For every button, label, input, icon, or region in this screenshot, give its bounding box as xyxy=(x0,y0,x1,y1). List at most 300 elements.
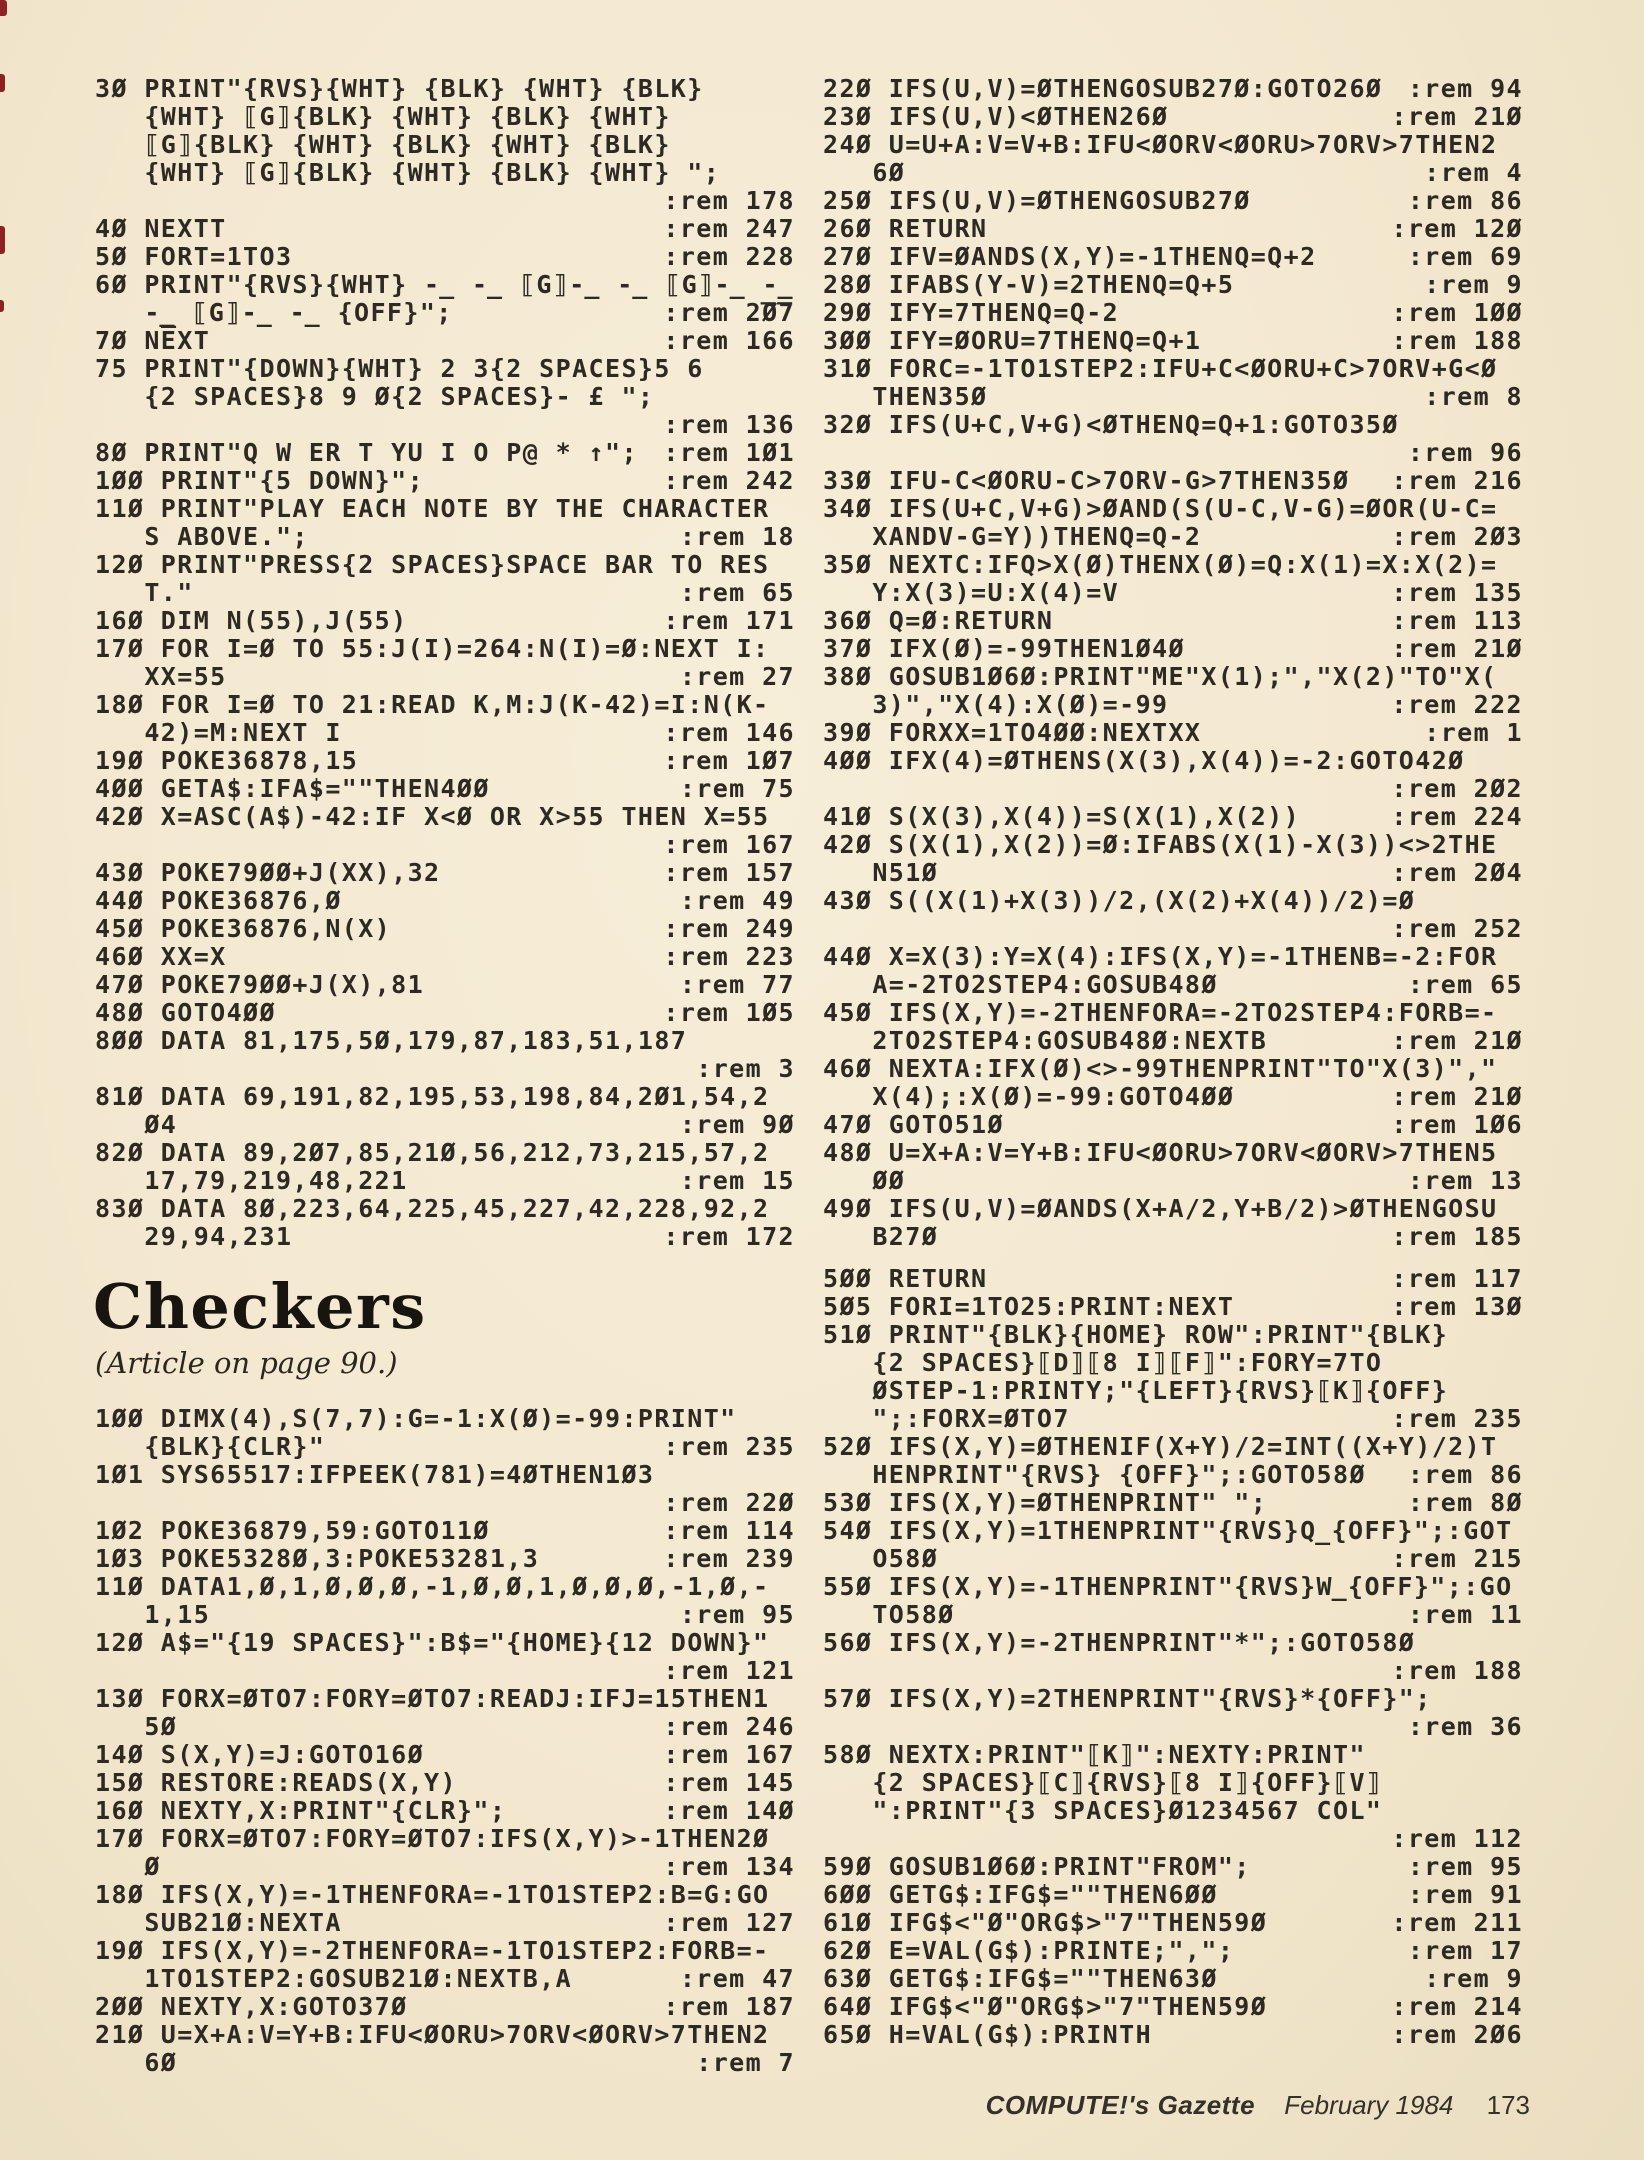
rem-checksum: :rem 167 xyxy=(663,1740,795,1769)
rem-checksum: :rem 96 xyxy=(1407,438,1523,467)
code-text: 3ØØ IFY=ØORU=7THENQ=Q+1 xyxy=(823,326,1202,355)
issue-date: February 1984 xyxy=(1284,2090,1454,2120)
page-number: 173 xyxy=(1486,2090,1530,2120)
code-row xyxy=(823,1797,1523,1825)
code-row xyxy=(95,803,795,831)
code-text: 6Ø PRINT"{RVS}{WHT} -̲ -̲ ⟦G⟧-̲ -̲ ⟦G⟧-̲ -̲ xyxy=(95,270,795,299)
red-edge-mark xyxy=(0,74,5,92)
program-listing-musical-keyboard xyxy=(95,75,795,1251)
code-row xyxy=(823,915,1523,943)
code-row xyxy=(95,999,795,1027)
code-text: 25Ø IFS(U,V)=ØTHENGOSUB27Ø xyxy=(823,186,1251,215)
code-row xyxy=(95,243,795,271)
code-text: 46Ø NEXTA:IFX(Ø)<>-99THENPRINT"TO"X(3)"," xyxy=(823,1054,1498,1083)
code-text: THEN35Ø xyxy=(823,382,988,411)
code-text: 5Ø xyxy=(95,1712,178,1741)
code-row xyxy=(95,1629,795,1657)
code-row xyxy=(823,859,1523,887)
listing-gap xyxy=(823,1251,1523,1265)
rem-checksum: :rem 7 xyxy=(696,2048,795,2077)
code-text: 51Ø PRINT"{BLK}{HOME} ROW":PRINT"{BLK} xyxy=(823,1320,1449,1349)
code-text: 53Ø IFS(X,Y)=ØTHENPRINT" "; xyxy=(823,1488,1268,1517)
code-text: 1ØØ PRINT"{5 DOWN}"; xyxy=(95,466,425,495)
code-row xyxy=(823,1139,1523,1167)
code-row xyxy=(823,243,1523,271)
article-title: Checkers xyxy=(93,1270,427,1343)
rem-checksum: :rem 91 xyxy=(1407,1880,1523,1909)
code-row xyxy=(95,1573,795,1601)
code-row xyxy=(823,1993,1523,2021)
code-text: {WHT} ⟦G⟧{BLK} {WHT} {BLK} {WHT} "; xyxy=(95,158,721,187)
code-row xyxy=(823,1965,1523,1993)
code-text: 48Ø U=X+A:V=Y+B:IFU<ØORU>7ORV<ØORV>7THEN5 xyxy=(823,1138,1498,1167)
code-text: {2 SPACES}⟦C⟧{RVS}⟦8 I⟧{OFF}⟦V⟧ xyxy=(823,1768,1383,1797)
code-row xyxy=(95,383,795,411)
code-text: 5ØØ RETURN xyxy=(823,1264,988,1293)
code-row xyxy=(823,131,1523,159)
rem-checksum: :rem 21Ø xyxy=(1391,1082,1523,1111)
code-text: SUB21Ø:NEXTA xyxy=(95,1908,342,1937)
code-text: 57Ø IFS(X,Y)=2THENPRINT"{RVS}*{OFF}"; xyxy=(823,1684,1432,1713)
code-row xyxy=(95,915,795,943)
code-text: HENPRINT"{RVS} {OFF}";:GOTO58Ø xyxy=(823,1460,1366,1489)
rem-checksum: :rem 228 xyxy=(663,242,795,271)
rem-checksum: :rem 47 xyxy=(679,1964,795,1993)
code-row xyxy=(95,1027,795,1055)
code-row xyxy=(823,1321,1523,1349)
code-row xyxy=(95,187,795,215)
rem-checksum: :rem 222 xyxy=(1391,690,1523,719)
code-row xyxy=(823,1769,1523,1797)
rem-checksum: :rem 77 xyxy=(679,970,795,999)
code-text: 16Ø DIM N(55),J(55) xyxy=(95,606,408,635)
rem-checksum: :rem 95 xyxy=(1407,1852,1523,1881)
rem-checksum: :rem 121 xyxy=(663,1656,795,1685)
code-text: O58Ø xyxy=(823,1544,939,1573)
code-row xyxy=(823,1349,1523,1377)
code-row xyxy=(95,1489,795,1517)
code-text: 81Ø DATA 69,191,82,195,53,198,84,2Ø1,54,2 xyxy=(95,1082,770,1111)
code-row xyxy=(95,775,795,803)
program-listing-checkers xyxy=(95,1405,795,2077)
rem-checksum: :rem 49 xyxy=(679,886,795,915)
rem-checksum: :rem 146 xyxy=(663,718,795,747)
rem-checksum: :rem 27 xyxy=(679,662,795,691)
code-row xyxy=(823,887,1523,915)
rem-checksum: :rem 2̅Ø̅7 xyxy=(663,298,795,327)
rem-checksum: :rem 235 xyxy=(1391,1404,1523,1433)
code-row xyxy=(95,2021,795,2049)
rem-checksum: :rem 86 xyxy=(1407,1460,1523,1489)
rem-checksum: :rem 171 xyxy=(663,606,795,635)
code-text: 63Ø GETG$:IFG$=""THEN63Ø xyxy=(823,1964,1218,1993)
code-row xyxy=(95,1713,795,1741)
code-row xyxy=(95,523,795,551)
code-row xyxy=(823,1405,1523,1433)
rem-checksum: :rem 94 xyxy=(1407,74,1523,103)
code-text: XANDV-G=Y))THENQ=Q-2 xyxy=(823,522,1202,551)
code-row xyxy=(823,1545,1523,1573)
page-footer xyxy=(823,2090,1530,2121)
rem-checksum: :rem 1Ø5 xyxy=(663,998,795,1027)
rem-checksum: :rem 252 xyxy=(1391,914,1523,943)
code-row xyxy=(823,159,1523,187)
rem-checksum: :rem 18 xyxy=(679,522,795,551)
code-row xyxy=(95,1223,795,1251)
rem-checksum: :rem 166 xyxy=(663,326,795,355)
code-row xyxy=(95,635,795,663)
code-row xyxy=(823,1825,1523,1853)
code-row xyxy=(95,1685,795,1713)
code-row xyxy=(95,271,795,299)
rem-checksum: :rem 36 xyxy=(1407,1712,1523,1741)
code-row xyxy=(95,411,795,439)
rem-checksum: :rem 134 xyxy=(663,1852,795,1881)
code-text: 7Ø NE̅XT xyxy=(95,326,211,355)
code-text: 17,79,219,48,221 xyxy=(95,1166,408,1195)
code-text: 1ØØ DIMX(4),S(7,7):G=-1:X(Ø)=-99:PRINT" xyxy=(95,1404,737,1433)
code-row xyxy=(95,103,795,131)
code-text: TO58Ø xyxy=(823,1600,955,1629)
rem-checksum: :rem 65 xyxy=(1407,970,1523,999)
code-text: 47Ø GOTO51Ø xyxy=(823,1110,1004,1139)
code-text: 42Ø S(X(1),X(2))=Ø:IFABS(X(1)-X(3))<>2THE xyxy=(823,830,1498,859)
code-row xyxy=(823,691,1523,719)
code-row xyxy=(95,1433,795,1461)
code-text: {2 SPACES}⟦D⟧⟦8 I⟧⟦F⟧":FORY=7TO xyxy=(823,1348,1383,1377)
code-row xyxy=(95,1825,795,1853)
code-text: 12Ø A$="{19 SPACES}":B$="{HOME}{12 DOWN}" xyxy=(95,1628,770,1657)
code-row xyxy=(95,1797,795,1825)
code-row xyxy=(823,103,1523,131)
rem-checksum: :rem 4 xyxy=(1424,158,1523,187)
rem-checksum: :rem 11 xyxy=(1407,1600,1523,1629)
code-row xyxy=(823,75,1523,103)
code-text: 37Ø IFX(Ø)=-99THEN1Ø4Ø xyxy=(823,634,1185,663)
code-row xyxy=(823,523,1523,551)
code-text: 62Ø E=VAL(G$):PRINTE;","; xyxy=(823,1936,1235,1965)
code-row xyxy=(823,579,1523,607)
rem-checksum: :rem 136 xyxy=(663,410,795,439)
code-text: 19Ø POKE36878,15 xyxy=(95,746,359,775)
code-row xyxy=(823,1685,1523,1713)
code-text: 39Ø FORXX=1TO4ØØ:NEXTXX xyxy=(823,718,1202,747)
code-text: 2ØØ NEXTY,X:GOTO37Ø xyxy=(95,1992,408,2021)
code-row xyxy=(95,1657,795,1685)
rem-checksum: :rem 2Ø6 xyxy=(1391,2020,1523,2049)
rem-checksum: :rem 1ØØ xyxy=(1391,298,1523,327)
rem-checksum: :rem 9Ø xyxy=(679,1110,795,1139)
rem-checksum: :rem 9 xyxy=(1424,270,1523,299)
code-row xyxy=(823,775,1523,803)
left-column xyxy=(95,75,795,2077)
code-text: 1Ø3 POKE5328Ø,3:POKE53281,3 xyxy=(95,1544,540,1573)
code-row xyxy=(823,2021,1523,2049)
code-text: 21Ø U=X+A:V=Y+B:IFU<ØORU>7ORV<ØORV>7THEN2 xyxy=(95,2020,770,2049)
code-text: 32Ø IFS(U+C,V+G)<ØTHENQ=Q+1:GOTO35Ø xyxy=(823,410,1399,439)
rem-checksum: :rem 75 xyxy=(679,774,795,803)
code-text: 55Ø IFS(X,Y)=-1THENPRINT"{RVS}W̲{OFF}";:GO xyxy=(823,1572,1513,1601)
code-row xyxy=(823,215,1523,243)
rem-checksum: :rem 17 xyxy=(1407,1936,1523,1965)
code-row xyxy=(823,1881,1523,1909)
code-text: 38Ø GOSUB1Ø6Ø:PRINT"ME"X(1);","X(2)"TO"X( xyxy=(823,662,1498,691)
rem-checksum: :rem 239 xyxy=(663,1544,795,1573)
code-text: 29,94,231 xyxy=(95,1222,293,1251)
rem-checksum: :rem 187 xyxy=(663,1992,795,2021)
code-row xyxy=(95,1769,795,1797)
code-text: 4ØØ IFX(4)=ØTHENS(X(3),X(4))=-2:GOTO42Ø xyxy=(823,746,1465,775)
code-text: 2TO2STEP4:GOSUB48Ø:NEXTB xyxy=(823,1026,1268,1055)
code-row xyxy=(95,1937,795,1965)
code-row xyxy=(823,803,1523,831)
code-row xyxy=(823,355,1523,383)
code-row xyxy=(95,439,795,467)
code-row xyxy=(95,1167,795,1195)
code-text: 6ØØ GETG$:IFG$=""THEN6ØØ xyxy=(823,1880,1218,1909)
code-row xyxy=(823,187,1523,215)
code-row xyxy=(95,887,795,915)
code-text: 49Ø IFS(U,V)=ØANDS(X+A/2,Y+B/2)>ØTHENGOSU xyxy=(823,1194,1498,1223)
code-text: 42Ø X=ASC(A$)-42:IF X<Ø OR X>55 THEN X=55 xyxy=(95,802,770,831)
rem-checksum: :rem 188 xyxy=(1391,326,1523,355)
code-row xyxy=(823,747,1523,775)
code-text: 19Ø IFS(X,Y)=-2THENFORA=-1TO1STEP2:FORB=- xyxy=(95,1936,770,1965)
rem-checksum: :rem 1Ø6 xyxy=(1391,1110,1523,1139)
rem-checksum: :rem 2Ø4 xyxy=(1391,858,1523,887)
code-row xyxy=(823,1377,1523,1405)
code-row xyxy=(823,1741,1523,1769)
code-row xyxy=(95,943,795,971)
code-text: 58Ø NEXTX:PRINT"⟦K⟧":NEXTY:PRINT" xyxy=(823,1740,1366,1769)
rem-checksum: :rem 127 xyxy=(663,1908,795,1937)
rem-checksum: :rem 215 xyxy=(1391,1544,1523,1573)
code-row xyxy=(95,747,795,775)
code-text: 16Ø NEXTY,X:PRINT"{CLR}"; xyxy=(95,1796,507,1825)
rem-checksum: :rem 9 xyxy=(1424,1964,1523,1993)
code-row xyxy=(95,1083,795,1111)
rem-checksum: :rem 242 xyxy=(663,466,795,495)
code-row xyxy=(823,943,1523,971)
code-text: 5Ø5 FORI=1TO25:PRINT:NEXT xyxy=(823,1292,1235,1321)
code-text: 18Ø FOR I=Ø TO 21:READ K,M:J(K-42)=I:N(K- xyxy=(95,690,770,719)
code-row xyxy=(823,327,1523,355)
code-text: 15Ø RESTORE:READS(X,Y) xyxy=(95,1768,457,1797)
rem-checksum: :rem 113 xyxy=(1391,606,1523,635)
code-row xyxy=(823,1027,1523,1055)
code-text: 56Ø IFS(X,Y)=-2THENPRINT"*";:GOTO58Ø xyxy=(823,1628,1416,1657)
code-text: 6Ø xyxy=(823,158,906,187)
code-text: 41Ø S(X(3),X(4))=S(X(1),X(2)) xyxy=(823,802,1301,831)
code-row xyxy=(823,1573,1523,1601)
code-text: {2 SPACES}8 9 Ø{2 SPACES}- £ "; xyxy=(95,382,655,411)
rem-checksum: :rem 214 xyxy=(1391,1992,1523,2021)
rem-checksum: :rem 157 xyxy=(663,858,795,887)
code-text: ":PRINT"{3 SPACES}Ø1234567 COL" xyxy=(823,1796,1383,1825)
code-text: 22Ø IFS(U,V)=ØTHENGOSUB27Ø:GOTO26Ø xyxy=(823,74,1383,103)
code-row xyxy=(823,1657,1523,1685)
rem-checksum: :rem 211 xyxy=(1391,1908,1523,1937)
code-text: 28Ø IFABS(Y-V)=2THENQ=Q+5 xyxy=(823,270,1235,299)
code-text: 1TO1STEP2:GOSUB21Ø:NEXTB,A xyxy=(95,1964,573,1993)
code-text: 8ØØ DATA 81,175,5Ø,179,87,183,51,187 xyxy=(95,1026,688,1055)
code-text: 1Ø1 SYS65517:IFPEEK(781)=4ØTHEN1Ø3 xyxy=(95,1460,655,1489)
code-text: ⟦G⟧{BLK} {WHT} {BLK} {WHT} {BLK} xyxy=(95,130,671,159)
code-text: 59Ø GOSUB1Ø6Ø:PRINT"FROM"; xyxy=(823,1852,1251,1881)
code-text: 3Ø PRINT"{RVS}{WHT} {BLK} {WHT} {BLK} xyxy=(95,74,704,103)
rem-checksum: :rem 8 xyxy=(1424,382,1523,411)
code-row xyxy=(95,551,795,579)
code-row xyxy=(823,1517,1523,1545)
code-text: T." xyxy=(95,578,194,607)
code-row xyxy=(95,1881,795,1909)
code-text: 4Ø NEXTT xyxy=(95,214,227,243)
code-text: {WHT} ⟦G⟧{BLK} {WHT} {BLK} {WHT} xyxy=(95,102,671,131)
code-text: 64Ø IFG$<"Ø"ORG$>"7"THEN59Ø xyxy=(823,1992,1268,2021)
code-text: ØØ xyxy=(823,1166,906,1195)
code-text: 12Ø PRINT"PRESS{2 SPACES}SPACE BAR TO RES xyxy=(95,550,770,579)
code-row xyxy=(95,159,795,187)
code-text: ØSTEP-1:PRINTY;"{LEFT}{RVS}⟦K⟧{OFF} xyxy=(823,1376,1449,1405)
code-text: 4ØØ GETA$:IFA$=""THEN4ØØ xyxy=(95,774,490,803)
code-row xyxy=(823,467,1523,495)
code-text: 3)","X(4):X(Ø)=-99 xyxy=(823,690,1169,719)
rem-checksum: :rem 95 xyxy=(679,1600,795,1629)
code-text: 44Ø POKE36876,Ø xyxy=(95,886,342,915)
code-text: A=-2TO2STEP4:GOSUB48Ø xyxy=(823,970,1218,999)
rem-checksum: :rem 22Ø xyxy=(663,1488,795,1517)
code-row xyxy=(823,411,1523,439)
code-text: 31Ø FORC=-1TO1STEP2:IFU+C<ØORU+C>7ORV+G<Ø xyxy=(823,354,1498,383)
article-subtitle: (Article on page 90.) xyxy=(95,1346,398,1380)
rem-checksum: :rem 69 xyxy=(1407,242,1523,271)
rem-checksum: :rem 1Ø1 xyxy=(663,438,795,467)
code-text: Ø4 xyxy=(95,1110,178,1139)
code-row xyxy=(823,271,1523,299)
code-row xyxy=(823,1433,1523,1461)
red-edge-mark xyxy=(0,0,7,16)
code-row xyxy=(823,1083,1523,1111)
rem-checksum: :rem 13 xyxy=(1407,1166,1523,1195)
code-text: 45Ø POKE36876,N(X) xyxy=(95,914,392,943)
rem-checksum: :rem 13Ø xyxy=(1391,1292,1523,1321)
code-row xyxy=(823,1111,1523,1139)
code-row xyxy=(823,1629,1523,1657)
code-text: Y:X(3)=U:X(4)=V xyxy=(823,578,1120,607)
rem-checksum: :rem 21Ø xyxy=(1391,634,1523,663)
code-text: 35Ø NEXTC:IFQ>X(Ø)THENX(Ø)=Q:X(1)=X:X(2)= xyxy=(823,550,1498,579)
rem-checksum: :rem 8Ø xyxy=(1407,1488,1523,1517)
rem-checksum: :rem 249 xyxy=(663,914,795,943)
code-text: ";:FORX=ØTO7 xyxy=(823,1404,1070,1433)
code-text: 27Ø IFV=ØANDS(X,Y)=-1THENQ=Q+2 xyxy=(823,242,1317,271)
code-row xyxy=(823,971,1523,999)
code-row xyxy=(95,607,795,635)
code-row xyxy=(823,1937,1523,1965)
code-text: 23Ø IFS(U,V)<ØTHEN26Ø xyxy=(823,102,1169,131)
code-row xyxy=(823,1195,1523,1223)
code-text: 61Ø IFG$<"Ø"ORG$>"7"THEN59Ø xyxy=(823,1908,1268,1937)
program-listing-checkers-continued xyxy=(823,75,1523,2049)
code-row xyxy=(95,579,795,607)
code-text: 47Ø POKE79ØØ+J(X),81 xyxy=(95,970,425,999)
code-row xyxy=(95,75,795,103)
rem-checksum: :rem 135 xyxy=(1391,578,1523,607)
code-text: 18Ø IFS(X,Y)=-1THENFORA=-1TO1STEP2:B=G:GO xyxy=(95,1880,770,1909)
code-row xyxy=(95,1741,795,1769)
code-row xyxy=(823,1713,1523,1741)
code-text: 42)=M:NEXT I xyxy=(95,718,342,747)
code-row xyxy=(823,495,1523,523)
code-text: 1Ø2 POKE36879,59:GOTO11Ø xyxy=(95,1516,490,1545)
rem-checksum: :rem 2Ø3 xyxy=(1391,522,1523,551)
rem-checksum: :rem 172 xyxy=(663,1222,795,1251)
code-text: 5Ø FORT=1TO3 xyxy=(95,242,293,271)
code-row xyxy=(823,1265,1523,1293)
rem-checksum: :rem 112 xyxy=(1391,1824,1523,1853)
code-row xyxy=(823,719,1523,747)
code-text: 17Ø FORX=ØTO7:FORY=ØTO7:IFS(X,Y)>-1THEN2Ø xyxy=(95,1824,770,1853)
code-text: 13Ø FORX=ØTO7:FORY=ØTO7:READJ:IFJ=15THEN1 xyxy=(95,1684,770,1713)
magazine-name: COMPUTE!'s Gazette xyxy=(985,2090,1256,2120)
code-text: 36Ø Q=Ø:RETURN xyxy=(823,606,1054,635)
rem-checksum: :rem 167 xyxy=(663,830,795,859)
red-edge-mark xyxy=(0,300,4,312)
code-row xyxy=(823,1461,1523,1489)
rem-checksum: :rem 21Ø xyxy=(1391,102,1523,131)
code-row xyxy=(95,1461,795,1489)
code-text: 34Ø IFS(U+C,V+G)>ØAND(S(U-C,V-G)=ØOR(U-C= xyxy=(823,494,1498,523)
code-row xyxy=(95,859,795,887)
code-text: {BLK}{CLR}" xyxy=(95,1432,326,1461)
code-text: 26Ø RETURN xyxy=(823,214,988,243)
code-text: 1,15 xyxy=(95,1600,211,1629)
code-row xyxy=(823,383,1523,411)
code-row xyxy=(95,831,795,859)
rem-checksum: :rem 246 xyxy=(663,1712,795,1741)
code-text: 45Ø IFS(X,Y)=-2THENFORA=-2TO2STEP4:FORB=- xyxy=(823,998,1498,1027)
rem-checksum: :rem 178 xyxy=(663,186,795,215)
code-text: XX=55 xyxy=(95,662,227,691)
rem-checksum: :rem 1Ø7 xyxy=(663,746,795,775)
code-row xyxy=(823,1909,1523,1937)
code-text: 14Ø S(X,Y)=J:GOTO16Ø xyxy=(95,1740,425,1769)
code-text: 54Ø IFS(X,Y)=1THENPRINT"{RVS}Q̲{OFF}";:GOT xyxy=(823,1516,1513,1545)
code-row xyxy=(95,1993,795,2021)
code-text: B27Ø xyxy=(823,1222,939,1251)
code-row xyxy=(95,1601,795,1629)
code-row xyxy=(823,663,1523,691)
code-text: Ø xyxy=(95,1852,161,1881)
rem-checksum: :rem 224 xyxy=(1391,802,1523,831)
rem-checksum: :rem 2Ø2 xyxy=(1391,774,1523,803)
code-row xyxy=(823,1223,1523,1251)
code-row xyxy=(95,1111,795,1139)
code-text: 11Ø PRINT"PLAY EACH NOTE BY THE CHARACTER xyxy=(95,494,770,523)
rem-checksum: :rem 3 xyxy=(696,1054,795,1083)
code-row xyxy=(823,1601,1523,1629)
rem-checksum: :rem 235 xyxy=(663,1432,795,1461)
code-row xyxy=(95,1853,795,1881)
rem-checksum: :rem 247 xyxy=(663,214,795,243)
code-text: 46Ø XX=X xyxy=(95,942,227,971)
code-row xyxy=(823,439,1523,467)
code-text: S ABOVE."; xyxy=(95,522,309,551)
code-row xyxy=(95,1405,795,1433)
code-text: N51Ø xyxy=(823,858,939,887)
code-row xyxy=(95,1139,795,1167)
code-row xyxy=(823,831,1523,859)
